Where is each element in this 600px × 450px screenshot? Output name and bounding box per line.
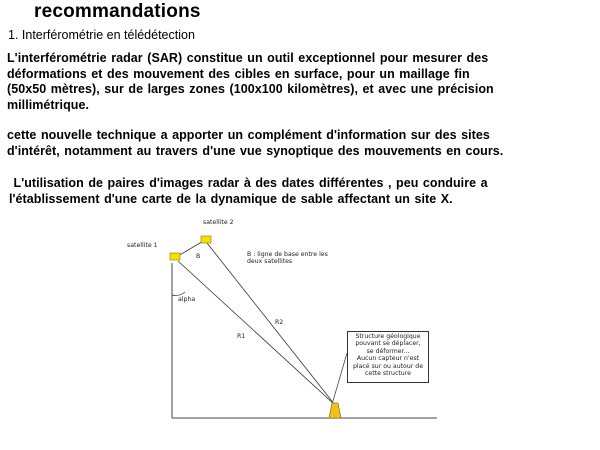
paragraph-line: cette nouvelle technique a apporter un complément d'information sur des sites (7, 128, 490, 142)
annotation-line: pouvant se déplacer, (355, 340, 421, 348)
satellite-1-icon (170, 253, 180, 260)
page-title: recommandations (34, 1, 201, 22)
baseline-symbol: B (196, 253, 201, 260)
paragraph-complement (7, 128, 592, 159)
baseline-desc-line2: deux satellites (247, 258, 293, 265)
satellite-1-label: satellite 1 (127, 242, 158, 249)
r1-label: R1 (237, 333, 246, 340)
paragraph-line: millimétrique. (7, 97, 89, 112)
diagram-canvas (125, 213, 445, 438)
paragraph-line: déformations et des mouvement des cibles en surface, pour un maillage fin (7, 66, 470, 81)
paragraph-sar-intro (7, 51, 592, 113)
annotation-line: cette structure (365, 370, 411, 378)
annotation-line: Aucun capteur n'est (356, 355, 420, 363)
annotation-pointer (333, 353, 347, 401)
annotation-line: Structure géologique (355, 333, 421, 340)
baseline-desc-line1: B : ligne de base entre les (247, 251, 328, 258)
target-structure-icon (329, 403, 341, 418)
paragraph-line: d'intérêt, notamment au travers d'une vue synoptique des mouvements en cours. (7, 143, 504, 158)
range-r1-line (178, 261, 335, 405)
annotation-line: placé sur ou autour de (352, 362, 424, 370)
paragraph-line: L'interférométrie radar (SAR) constitue un outil exceptionnel pour mesurer des (7, 51, 489, 65)
paragraph-image-pairs (9, 176, 594, 207)
satellite-2-label: satellite 2 (203, 219, 234, 226)
section-subtitle: 1. Interférométrie en télédétection (8, 28, 195, 42)
annotation-line: se déformer... (366, 347, 410, 355)
satellite-2-icon (201, 236, 211, 243)
paragraph-line: l'établissement d'une carte de la dynamique de sable affectant un site X. (9, 191, 453, 206)
interferometry-diagram (125, 213, 445, 438)
paragraph-line: (50x50 mètres), sur de larges zones (100x100 kilomètres), et avec une précision (7, 82, 494, 96)
paragraph-line: L'utilisation de paires d'images radar à des dates différentes , peu conduire a (9, 176, 488, 190)
structure-annotation-box (347, 331, 429, 383)
range-r2-line (207, 243, 335, 405)
alpha-label: alpha (178, 296, 196, 303)
r2-label: R2 (275, 319, 284, 326)
